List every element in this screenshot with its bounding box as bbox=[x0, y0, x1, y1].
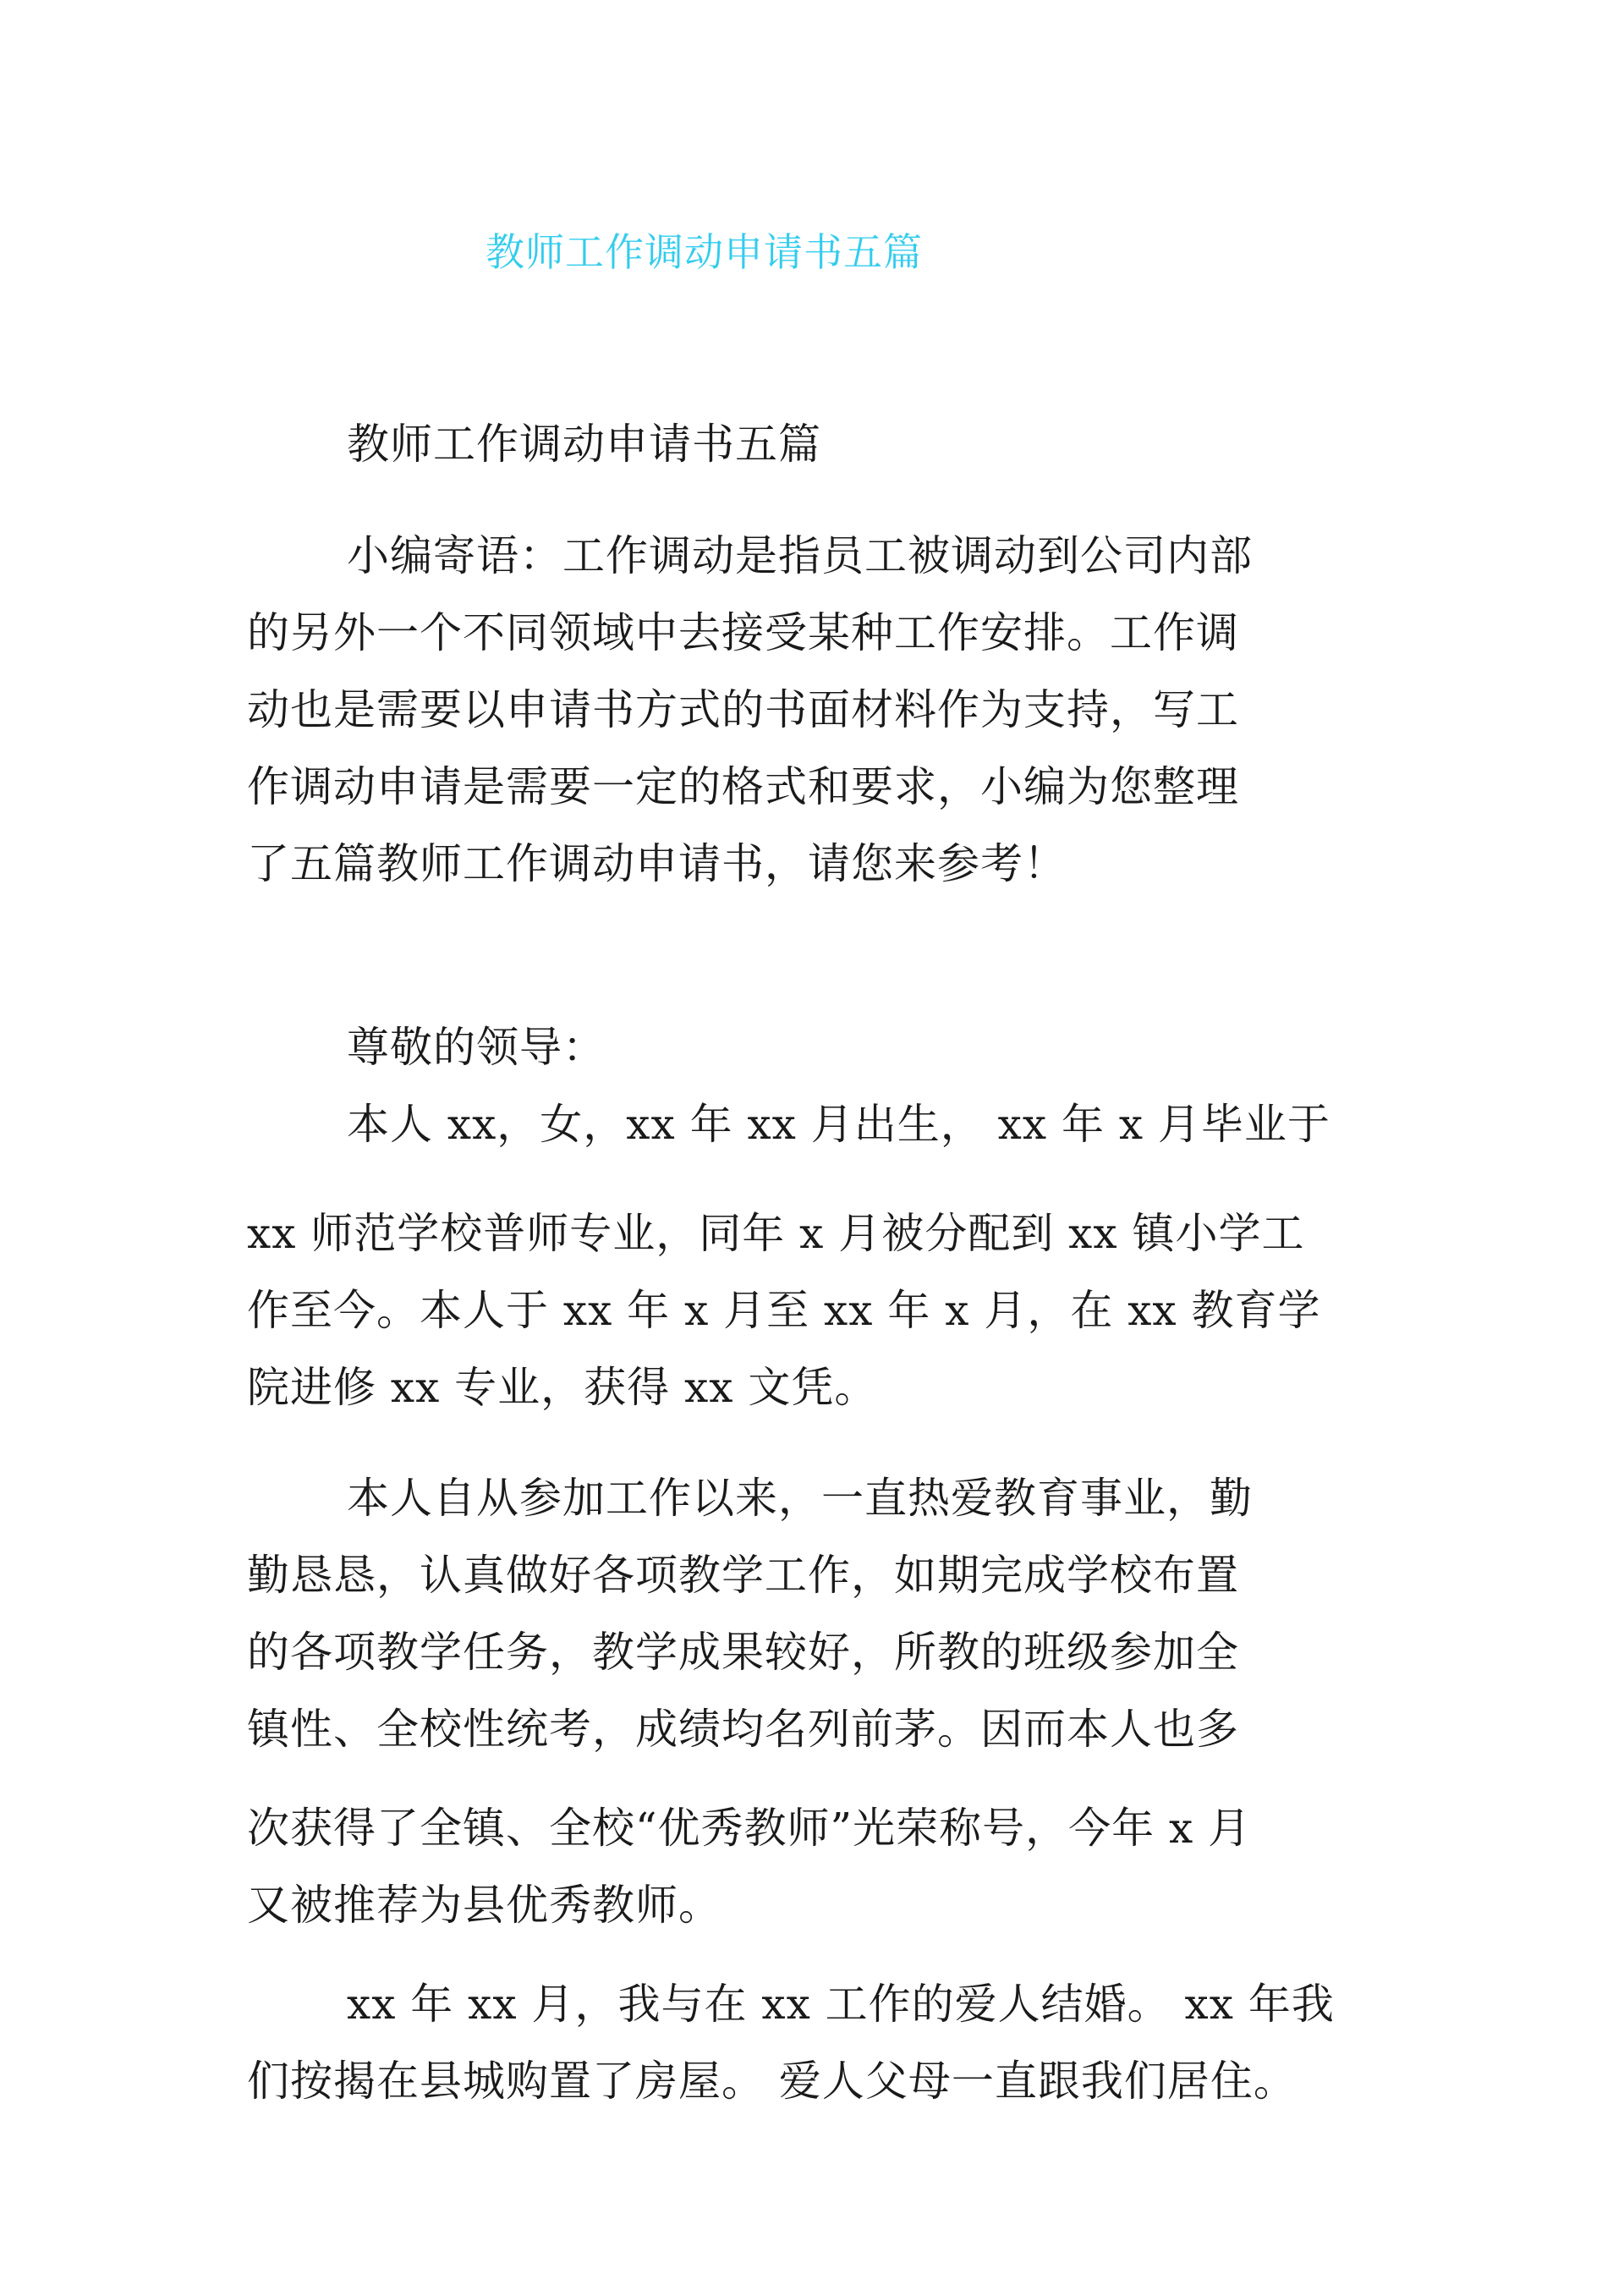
intro-line: 了五篇教师工作调动申请书，请您来参考！ bbox=[247, 839, 1067, 888]
paragraph-2-line: 本人自从参加工作以来，一直热爱教育事业，勤 bbox=[347, 1474, 1253, 1523]
paragraph-3-line: 们按揭在县城购置了房屋。 爱人父母一直跟我们居住。 bbox=[247, 2057, 1297, 2106]
intro-line: 小编寄语：工作调动是指员工被调动到公司内部 bbox=[347, 531, 1253, 580]
document-title-link[interactable]: 教师工作调动申请书五篇 bbox=[486, 229, 923, 275]
intro-line: 作调动申请是需要一定的格式和要求，小编为您整理 bbox=[247, 762, 1239, 811]
paragraph-1-line: 本人 xx，女，xx 年 xx 月出生， xx 年 x 月毕业于 bbox=[347, 1100, 1330, 1149]
paragraph-2-line: 勤恳恳，认真做好各项教学工作，如期完成学校布置 bbox=[247, 1551, 1239, 1600]
paragraph-2-line: 的各项教学任务，教学成果较好，所教的班级参加全 bbox=[247, 1628, 1239, 1677]
intro-line: 动也是需要以申请书方式的书面材料作为支持，写工 bbox=[247, 685, 1239, 734]
paragraph-2-line: 镇性、全校性统考，成绩均名列前茅。因而本人也多 bbox=[247, 1705, 1239, 1754]
paragraph-2-line: 又被推荐为县优秀教师。 bbox=[247, 1881, 721, 1930]
paragraph-3-line: xx 年 xx 月，我与在 xx 工作的爱人结婚。 xx 年我 bbox=[347, 1980, 1335, 2029]
paragraph-1-line: 作至今。本人于 xx 年 x 月至 xx 年 x 月，在 xx 教育学 bbox=[247, 1286, 1321, 1335]
salutation: 尊敬的领导： bbox=[347, 1023, 606, 1072]
paragraph-1-line: xx 师范学校普师专业，同年 x 月被分配到 xx 镇小学工 bbox=[247, 1209, 1305, 1258]
paragraph-1-line: 院进修 xx 专业，获得 xx 文凭。 bbox=[247, 1363, 878, 1412]
paragraph-2-line: 次获得了全镇、全校“优秀教师”光荣称号，今年 x 月 bbox=[247, 1804, 1252, 1853]
intro-line: 的另外一个不同领域中去接受某种工作安排。工作调 bbox=[247, 608, 1239, 657]
document-heading: 教师工作调动申请书五篇 bbox=[347, 420, 821, 469]
